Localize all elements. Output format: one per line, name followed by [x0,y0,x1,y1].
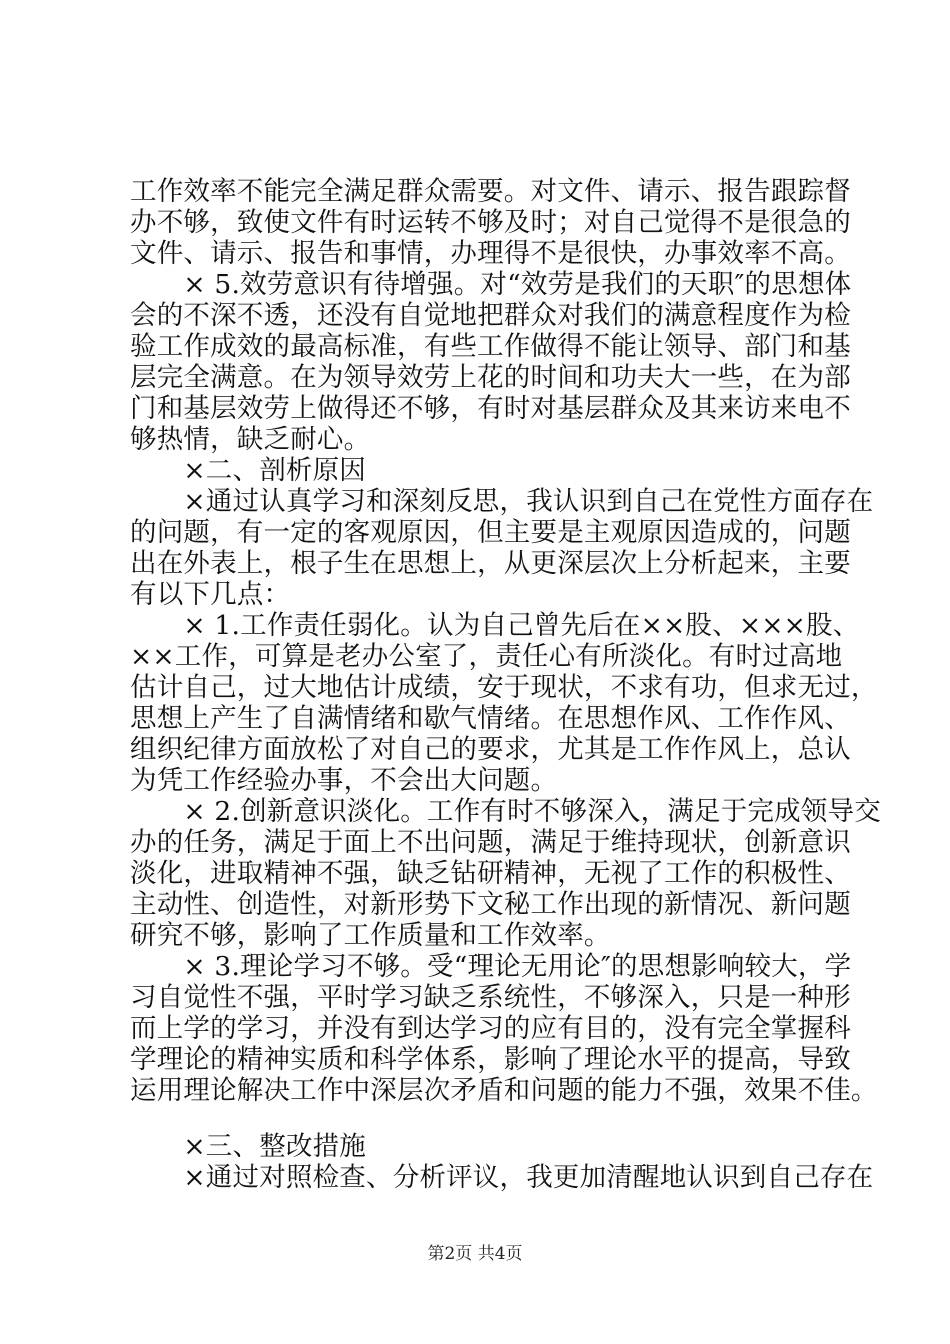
text-line: 主动性、创造性，对新形势下文秘工作出现的新情况、新问题 [130,889,851,920]
text-line: ×通过对照检查、分析评议，我更加清醒地认识到自己存在 [130,1162,874,1193]
text-line: ×通过认真学习和深刻反思，我认识到自己在党性方面存在 [130,486,874,517]
text-line: × 3.理论学习不够。受“理论无用论″的思想影响较大，学 [130,951,852,982]
text-line: 会的不深不透，还没有自觉地把群众对我们的满意程度作为检 [130,300,851,331]
paragraph-block [130,176,881,1106]
text-line: ××工作，可算是老办公室了，责任心有所淡化。有时过高地 [130,641,843,672]
text-line: 够热情，缺乏耐心。 [130,424,371,455]
text-line: 验工作成效的最高标准，有些工作做得不能让领导、部门和基 [130,331,851,362]
text-line: × 1.工作责任弱化。认为自己曾先后在××股、×××股、 [130,610,860,641]
page-footer: 第2页 共4页 [427,1244,523,1264]
text-line: 学理论的精神实质和科学体系，影响了理论水平的提高，导致 [130,1044,851,1075]
paragraph-block [130,1131,874,1193]
text-line: 文件、请示、报告和事情，办理得不是很快，办事效率不高。 [130,238,851,269]
text-line: 出在外表上，根子生在思想上，从更深层次上分析起来，主要 [130,548,851,579]
text-line: × 5.效劳意识有待增强。对“效劳是我们的天职″的思想体 [130,269,852,300]
text-line: 为凭工作经验办事，不会出大问题。 [130,765,558,796]
text-line: 估计自己，过大地估计成绩，安于现状，不求有功，但求无过， [130,672,878,703]
text-line: 办不够，致使文件有时运转不够及时；对自己觉得不是很急的 [130,207,851,238]
text-line: 工作效率不能完全满足群众需要。对文件、请示、报告跟踪督 [130,176,851,207]
text-line: 办的任务，满足于面上不出问题，满足于维持现状，创新意识 [130,827,851,858]
text-line: ×二、剖析原因 [130,455,367,486]
text-line: 淡化，进取精神不强，缺乏钻研精神，无视了工作的积极性、 [130,858,851,889]
text-line: 思想上产生了自满情绪和歇气情绪。在思想作风、工作作风、 [130,703,851,734]
text-line: 组织纪律方面放松了对自己的要求，尤其是工作作风上，总认 [130,734,851,765]
text-line: 层完全满意。在为领导效劳上花的时间和功夫大一些，在为部 [130,362,851,393]
text-line: × 2.创新意识淡化。工作有时不够深入，满足于完成领导交 [130,796,881,827]
text-line: 而上学的学习，并没有到达学习的应有目的，没有完全掌握科 [130,1013,851,1044]
text-line: 运用理论解决工作中深层次矛盾和问题的能力不强，效果不佳。 [130,1075,878,1106]
text-line: 门和基层效劳上做得还不够，有时对基层群众及其来访来电不 [130,393,851,424]
document-body [130,176,881,1193]
text-line: 研究不够，影响了工作质量和工作效率。 [130,920,611,951]
text-line: 有以下几点： [130,579,291,610]
text-line: 习自觉性不强，平时学习缺乏系统性，不够深入，只是一种形 [130,982,851,1013]
text-line: 的问题，有一定的客观原因，但主要是主观原因造成的，问题 [130,517,851,548]
text-line: ×三、整改措施 [130,1131,367,1162]
paragraph-gap [130,1106,830,1131]
